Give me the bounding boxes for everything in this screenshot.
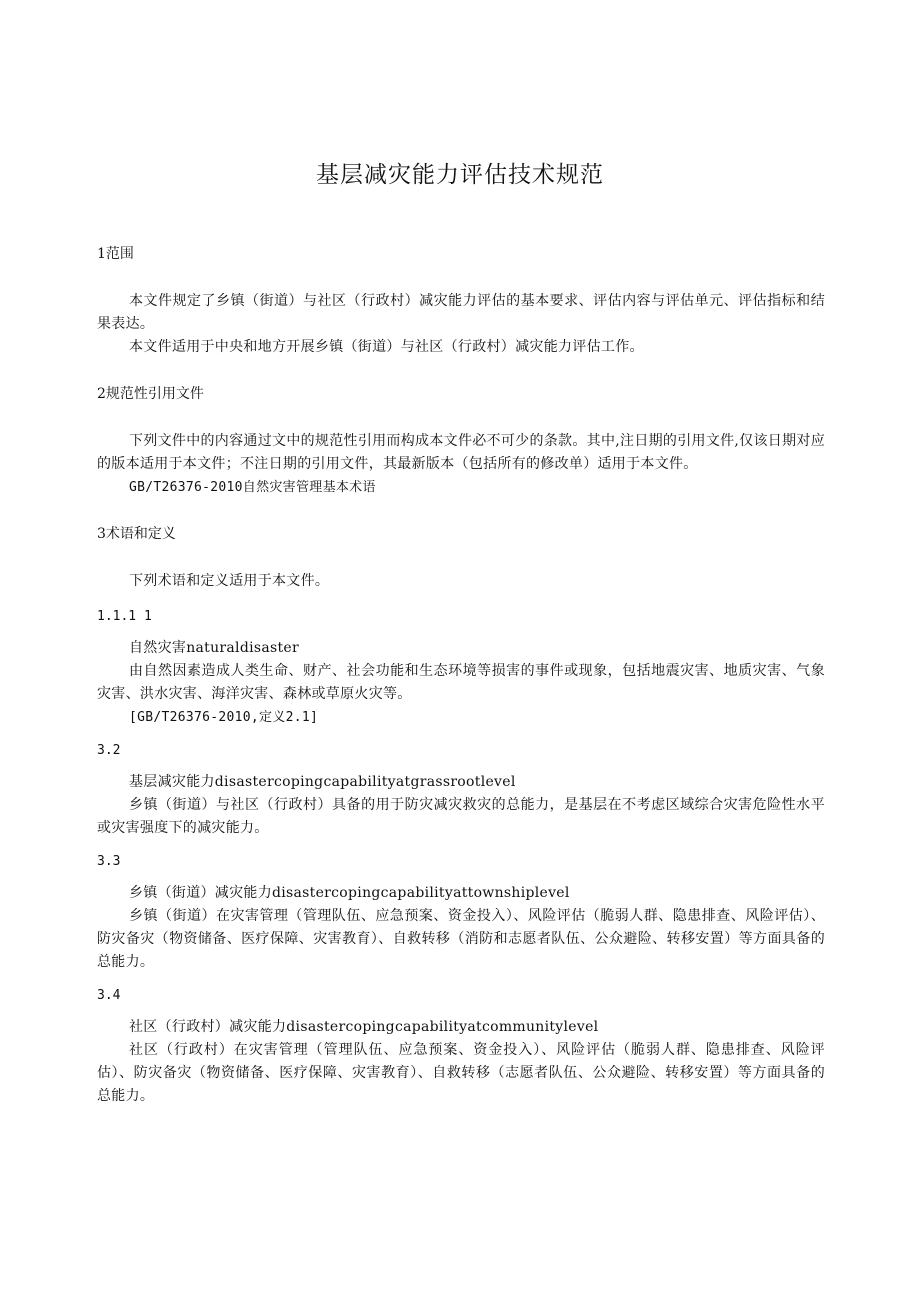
term-2-number: 3.2 [97, 743, 121, 758]
section-2-paragraph-1: 下列文件中的内容通过文中的规范性引用而构成本文件必不可少的条款。其中,注日期的引用文件,仅该日期对应的版本适用于本文件；不注日期的引用文件，其最新版本（包括所有的修改单）适用于本文件。 [97, 433, 825, 472]
term-4-number: 3.4 [97, 988, 121, 1003]
term-2-definition: 乡镇（街道）与社区（行政村）具备的用于防灾减灾救灾的总能力，是基层在不考虑区域综合灾害危险性水平或灾害强度下的减灾能力。 [97, 797, 825, 836]
term-2-name: 基层减灾能力disastercopingcapabilityatgrassrootlevel [129, 774, 516, 790]
section-3-intro-block [97, 570, 825, 593]
term-4-entry [97, 1016, 825, 1108]
document-title: 基层减灾能力评估技术规范 [316, 162, 604, 188]
term-1-source: [GB/T26376-2010,定义2.1] [129, 710, 319, 725]
section-1-paragraph-1: 本文件规定了乡镇（街道）与社区（行政村）减灾能力评估的基本要求、评估内容与评估单元、评估指标和结果表达。 [97, 293, 825, 332]
term-1-entry [97, 637, 825, 729]
term-3-definition: 乡镇（街道）在灾害管理（管理队伍、应急预案、资金投入）、风险评估（脆弱人群、隐患排查、风险评估）、防灾备灾（物资储备、医疗保障、灾害教育）、自救转移（消防和志愿者队伍、公众避险、转移安置）等方面具备的总能力。 [97, 908, 825, 970]
section-3-intro: 下列术语和定义适用于本文件。 [129, 573, 330, 589]
section-1-body [97, 290, 825, 359]
term-4-definition: 社区（行政村）在灾害管理（管理队伍、应急预案、资金投入）、风险评估（脆弱人群、隐患排查、风险评估）、防灾备灾（物资储备、医疗保障、灾害教育）、自救转移（志愿者队伍、公众避险、转移安置）等方面具备的总能力。 [97, 1042, 825, 1104]
section-1-heading: 1范围 [97, 246, 134, 262]
term-3-number: 3.3 [97, 854, 121, 869]
section-3-heading: 3术语和定义 [97, 526, 176, 542]
term-2-entry [97, 771, 825, 840]
term-3-entry [97, 882, 825, 974]
document-body [97, 243, 825, 1132]
section-2-body [97, 430, 825, 499]
term-1-definition: 由自然因素造成人类生命、财产、社会功能和生态环境等损害的事件或现象，包括地震灾害、地质灾害、气象灾害、洪水灾害、海洋灾害、森林或草原火灾等。 [97, 663, 825, 702]
section-1-paragraph-2: 本文件适用于中央和地方开展乡镇（街道）与社区（行政村）减灾能力评估工作。 [129, 339, 644, 355]
term-1-number: 1.1.1 1 [97, 609, 152, 624]
section-2-heading: 2规范性引用文件 [97, 386, 204, 402]
term-4-name: 社区（行政村）减灾能力disastercopingcapabilityatcommunitylevel [129, 1019, 599, 1035]
term-3-name: 乡镇（街道）减灾能力disastercopingcapabilityattownshiplevel [129, 885, 570, 901]
section-2-reference: GB/T26376-2010自然灾害管理基本术语 [129, 480, 376, 495]
term-1-name: 自然灾害naturaldisaster [129, 640, 299, 656]
